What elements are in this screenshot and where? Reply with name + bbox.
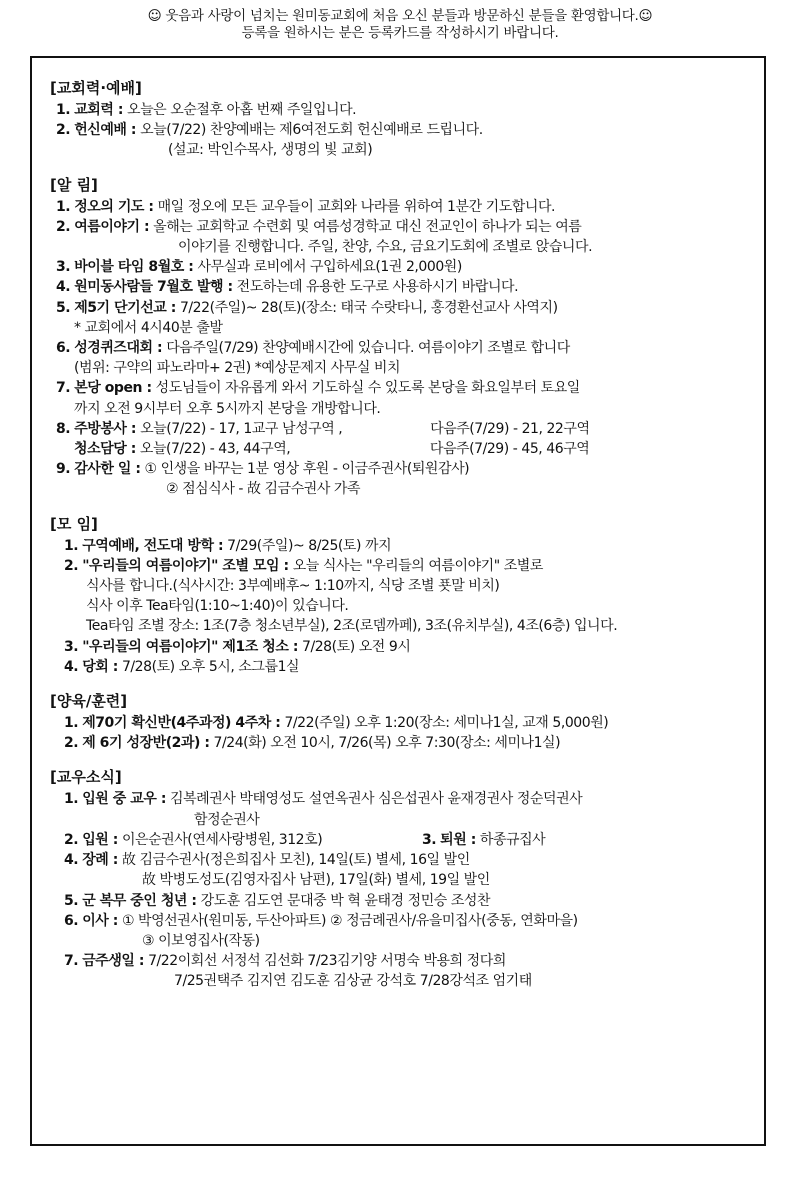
welcome-line: ☺ 웃음과 사랑이 넘치는 원미동교회에 처음 오신 분들과 방문하신 분들을 환영합니다.☺ <box>147 8 653 24</box>
list-item-continuation: ③ 이보영집사(작동) <box>142 932 260 949</box>
section-members <box>50 767 750 991</box>
list-item: 4. 장례 : 故 김금수권사(정은희집사 모친), 14일(토) 별세, 16일 발인 <box>64 852 470 869</box>
section-notices <box>50 175 750 500</box>
list-item: 2. 여름이야기 : 올해는 교회학교 수련회 및 여름성경학교 대신 전교인이 하나가 되는 여름 <box>56 218 582 235</box>
list-item: 7. 금주생일 : 7/22이회선 서정석 김선화 7/23김기양 서명숙 박용희 정다희 <box>64 953 506 970</box>
list-item-continuation: 까지 오전 9시부터 오후 5시까지 본당을 개방합니다. <box>74 400 381 417</box>
list-item: 1. 정오의 기도 : 매일 정오에 모든 교우들이 교회와 나라를 위하여 1분간 기도합니다. <box>56 198 556 215</box>
list-item: 7. 본당 open : 성도님들이 자유롭게 와서 기도하실 수 있도록 본당을 화요일부터 토요일 <box>56 380 580 397</box>
section-title: [양육/훈련] <box>50 692 128 711</box>
announcement-box <box>30 56 766 1146</box>
list-item-continuation: 함정순권사 <box>194 811 260 828</box>
list-item-continuation: 식사 이후 Tea타임(1:10~1:40)이 있습니다. <box>86 598 349 615</box>
section-title: [모 임] <box>50 514 98 533</box>
list-item-continuation: 이야기를 진행합니다. 주일, 찬양, 수요, 금요기도회에 조별로 앉습니다. <box>178 239 593 256</box>
list-item-continuation: (설교: 박인수목사, 생명의 빛 교회) <box>168 142 373 159</box>
list-item: 2. 제 6기 성장반(2과) : 7/24(화) 오전 10시, 7/26(목) 오후 7:30(장소: 세미나1실) <box>64 735 561 752</box>
list-item-continuation: 故 박병도성도(김영자집사 남편), 17일(화) 별세, 19일 발인 <box>142 872 490 889</box>
registration-line: 등록을 원하시는 분은 등록카드를 작성하시기 바랍니다. <box>241 25 559 41</box>
list-item: 6. 이사 : ① 박영선권사(원미동, 두산아파트) ② 정금례권사/유을미집사(중동, 연화마을) <box>64 912 578 929</box>
list-item: 5. 군 복무 중인 청년 : 강도훈 김도연 문대중 박 혁 윤태경 정민승 조성찬 <box>64 892 491 909</box>
list-item: 5. 제5기 단기선교 : 7/22(주일)~ 28(토)(장소: 태국 수랏타니, 홍경환선교사 사역지) <box>56 299 558 316</box>
list-item-continuation: 청소담당 : 오늘(7/22) - 43, 44구역, 다음주(7/29) - 45, 46구역 <box>74 441 590 458</box>
list-item-continuation: (범위: 구약의 파노라마+ 2권) *예상문제지 사무실 비치 <box>74 360 401 377</box>
list-item: 1. 입원 중 교우 : 김복례권사 박태영성도 설연옥권사 심은섭권사 윤재경권사 정순덕권사 <box>64 791 583 808</box>
list-item: 6. 성경퀴즈대회 : 다음주일(7/29) 찬양예배시간에 있습니다. 여름이야기 조별로 합니다 <box>56 340 570 357</box>
list-item: 4. 원미동사람들 7월호 발행 : 전도하는데 유용한 도구로 사용하시기 바랍니다. <box>56 279 519 296</box>
section-title: [알 림] <box>50 175 98 194</box>
welcome-header <box>0 8 800 42</box>
list-item-continuation: * 교회에서 4시40분 출발 <box>74 319 223 336</box>
list-item: 1. 교회력 : 오늘은 오순절후 아홉 번째 주일입니다. <box>56 102 357 118</box>
list-item-continuation: 식사를 합니다.(식사시간: 3부예배후~ 1:10까지, 식당 조별 푯말 비치) <box>86 578 500 595</box>
list-item: 3. 바이블 타임 8월호 : 사무실과 로비에서 구입하세요(1권 2,000원) <box>56 259 462 276</box>
list-item: 1. 구역예배, 전도대 방학 : 7/29(주일)~ 8/25(토) 까지 <box>64 537 392 554</box>
list-item: 2. 입원 : 이은순권사(연세사랑병원, 312호) 3. 퇴원 : 하종규집사 <box>64 831 546 848</box>
list-item: 3. "우리들의 여름이야기" 제1조 청소 : 7/28(토) 오전 9시 <box>64 638 411 655</box>
list-item: 2. 헌신예배 : 오늘(7/22) 찬양예배는 제6여전도회 헌신예배로 드립니다. <box>56 122 483 139</box>
section-title: [교우소식] <box>50 768 122 787</box>
list-item: 1. 제70기 확신반(4주과정) 4주차 : 7/22(주일) 오후 1:20(장소: 세미나1실, 교재 5,000원) <box>64 715 609 732</box>
section-title: [교회력·예배] <box>50 79 142 97</box>
list-item-continuation: ② 점심식사 - 故 김금수권사 가족 <box>166 481 361 498</box>
section-worship <box>50 78 750 161</box>
list-item: 8. 주방봉사 : 오늘(7/22) - 17, 1교구 남성구역 , 다음주(7/29) - 21, 22구역 <box>56 420 590 437</box>
list-item: 4. 당회 : 7/28(토) 오후 5시, 소그룹1실 <box>64 658 300 675</box>
list-item-continuation: 7/25권택주 김지연 김도훈 김상균 강석호 7/28강석조 엄기태 <box>174 973 532 990</box>
section-training <box>50 691 750 753</box>
list-item-continuation: Tea타임 조별 장소: 1조(7층 청소년부실), 2조(로뎀까페), 3조(유치부실), 4조(6층) 입니다. <box>86 618 618 635</box>
list-item: 9. 감사한 일 : ① 인생을 바꾸는 1분 영상 후원 - 이금주권사(퇴원감사) <box>56 461 470 478</box>
section-meetings <box>50 514 750 677</box>
list-item: 2. "우리들의 여름이야기" 조별 모임 : 오늘 식사는 "우리들의 여름이야기" 조별로 <box>64 557 543 574</box>
